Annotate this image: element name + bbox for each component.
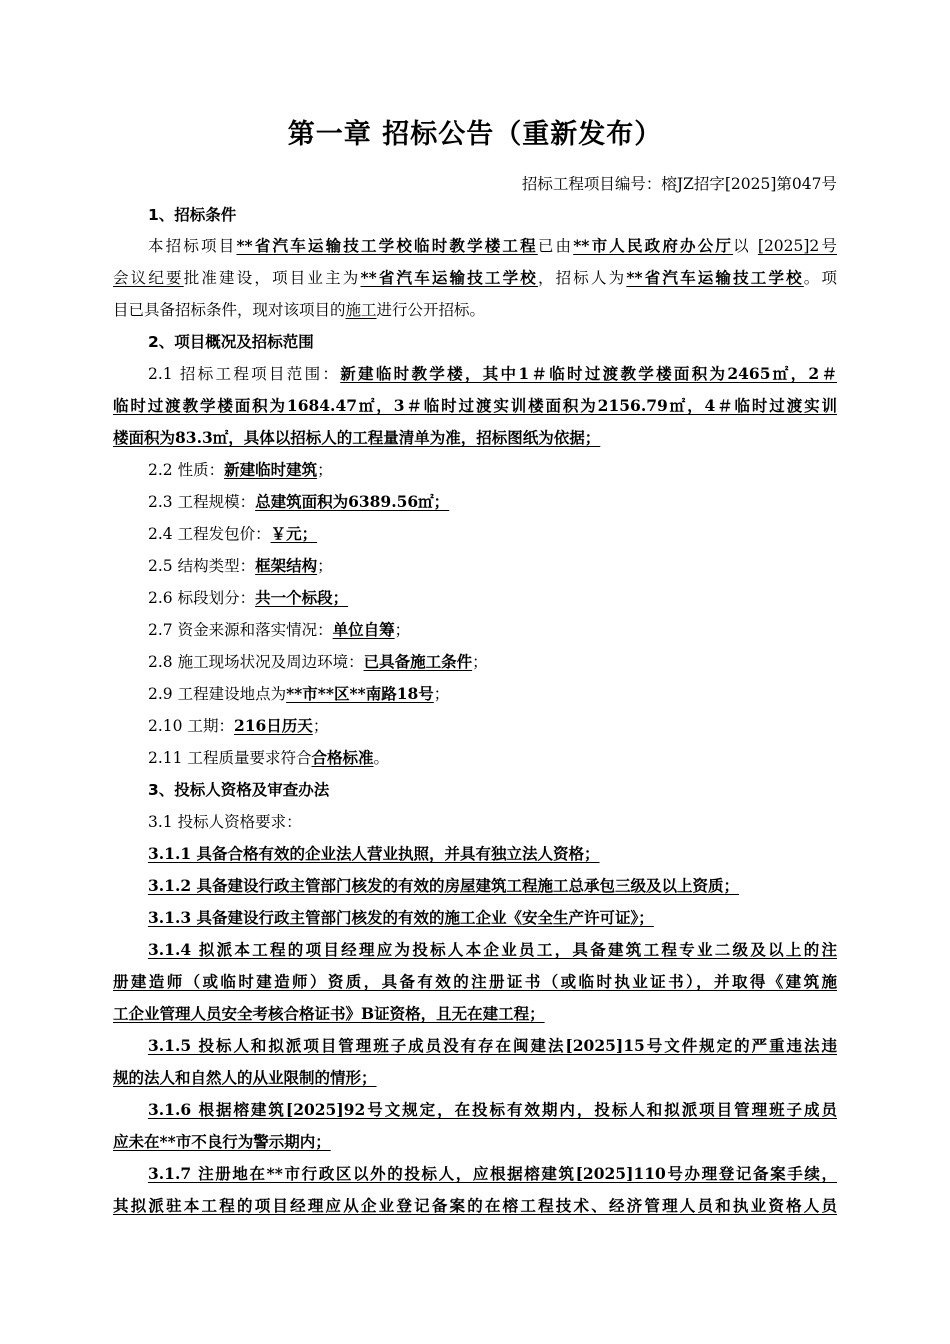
project-code: 招标工程项目编号：榕JZ招字[2025]第047号 <box>521 175 837 193</box>
item-2-8: 2.8 施工现场状况及周边环境：已具备施工条件； <box>148 652 488 671</box>
item-3-1: 3.1 投标人资格要求： <box>148 813 302 831</box>
item-2-1-cont: 临时过渡教学楼面积为1684.47㎡，3＃临时过渡实训楼面积为2156.79㎡，4＃临时过渡实训 <box>113 396 837 415</box>
item-2-4: 2.4 工程发包价：￥元； <box>148 524 318 543</box>
item-3-1-4: 3.1.4 拟派本工程的项目经理应为投标人本企业员工，具备建筑工程专业二级及以上的注 <box>148 940 837 959</box>
item-3-1-3: 3.1.3 具备建设行政主管部门核发的有效的施工企业《安全生产许可证》； <box>148 908 654 927</box>
item-2-1-cont: 楼面积为83.3㎡，具体以招标人的工程量清单为准，招标图纸为依据； <box>113 428 601 447</box>
item-2-11: 2.11 工程质量要求符合合格标准。 <box>148 748 389 767</box>
item-2-7: 2.7 资金来源和落实情况：单位自筹； <box>148 620 411 639</box>
item-2-9: 2.9 工程建设地点为**市**区**南路18号； <box>148 684 450 703</box>
section-heading-2: 2、项目概况及招标范围 <box>148 333 314 351</box>
item-3-1-6-cont: 应未在**市不良行为警示期内； <box>113 1132 331 1151</box>
item-3-1-6: 3.1.6 根据榕建筑[2025]92号文规定，在投标有效期内，投标人和拟派项目管理班子成员 <box>148 1100 837 1119</box>
section-heading-3: 3、投标人资格及审查办法 <box>148 781 330 799</box>
item-2-6: 2.6 标段划分：共一个标段； <box>148 588 349 607</box>
item-2-1: 2.1 招标工程项目范围：新建临时教学楼，其中1＃临时过渡教学楼面积为2465㎡，2＃ <box>148 364 838 383</box>
item-2-5: 2.5 结构类型：框架结构； <box>148 556 333 575</box>
item-3-1-4-cont: 册建造师（或临时建造师）资质，具备有效的注册证书（或临时执业证书），并取得《建筑施 <box>113 972 837 991</box>
paragraph-line: 目已具备招标条件，现对该项目的施工进行公开招标。 <box>113 301 486 319</box>
item-2-2: 2.2 性质：新建临时建筑； <box>148 460 333 479</box>
item-2-3: 2.3 工程规模：总建筑面积为6389.56㎡； <box>148 492 450 511</box>
page-title: 第一章 招标公告（重新发布） <box>287 119 663 150</box>
item-3-1-5-cont: 规的法人和自然人的从业限制的情形； <box>113 1068 377 1087</box>
paragraph-line: 本招标项目**省汽车运输技工学校临时教学楼工程已由**市人民政府办公厅以 [2025]2号 <box>148 236 837 255</box>
item-3-1-1: 3.1.1 具备合格有效的企业法人营业执照，并具有独立法人资格； <box>148 844 600 863</box>
paragraph-line: 会议纪要批准建设，项目业主为**省汽车运输技工学校，招标人为**省汽车运输技工学校。项 <box>113 268 837 287</box>
item-2-10: 2.10 工期：216日历天； <box>148 716 329 735</box>
item-3-1-4-cont: 工企业管理人员安全考核合格证书》B证资格，且无在建工程； <box>113 1004 545 1023</box>
item-3-1-7: 3.1.7 注册地在**市行政区以外的投标人，应根据榕建筑[2025]110号办理登记备案手续， <box>148 1164 837 1183</box>
item-3-1-2: 3.1.2 具备建设行政主管部门核发的有效的房屋建筑工程施工总承包三级及以上资质； <box>148 876 740 895</box>
section-heading-1: 1、招标条件 <box>148 206 237 224</box>
item-3-1-7-cont: 其拟派驻本工程的项目经理应从企业登记备案的在榕工程技术、经济管理人员和执业资格人员 <box>113 1196 837 1215</box>
item-3-1-5: 3.1.5 投标人和拟派项目管理班子成员没有存在闽建法[2025]15号文件规定的严重违法违 <box>148 1036 837 1055</box>
